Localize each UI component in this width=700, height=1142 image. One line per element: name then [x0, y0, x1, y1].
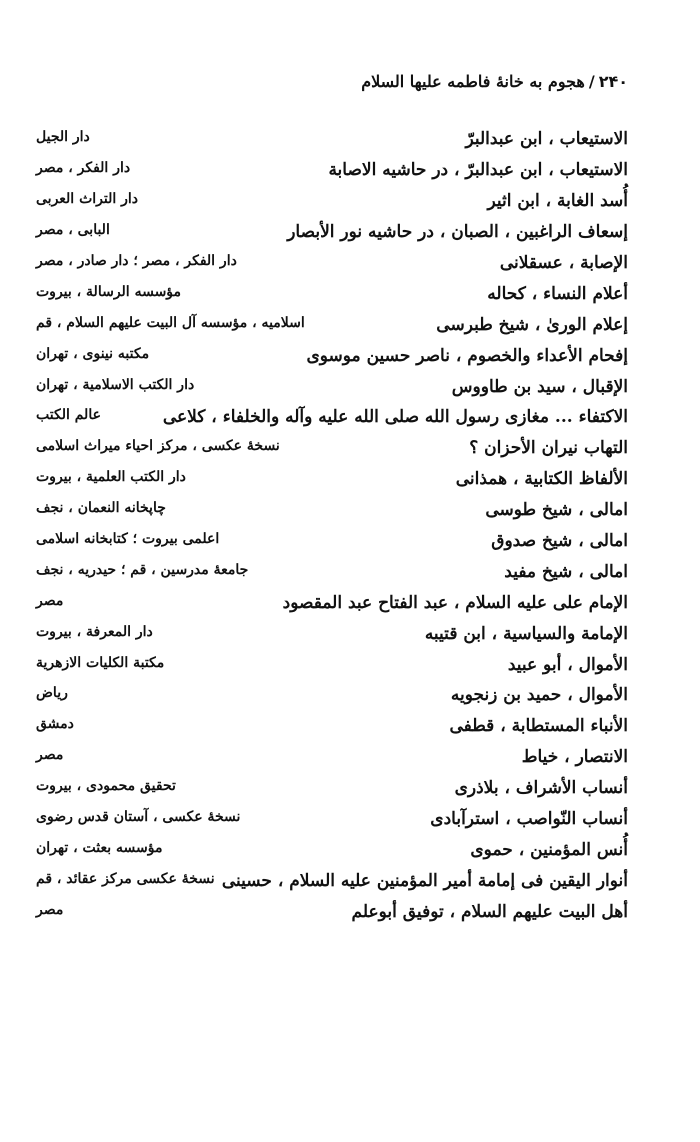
entry-publisher: رياض	[36, 685, 68, 702]
header-separator: /	[588, 72, 595, 91]
entry-publisher: نسخهٔ عكسى ، مركز احياء ميراث اسلامى	[36, 438, 280, 455]
entry-title: الاستيعاب ، ابن عبدالبرّ	[465, 129, 628, 150]
bibliography-entry	[36, 804, 628, 835]
entry-publisher: مكتبه نينوى ، تهران	[36, 345, 150, 362]
entry-publisher: دار التراث العربى	[36, 191, 139, 208]
entry-title: إسعاف الراغبين ، الصبان ، در حاشيه نور الأبصار	[287, 222, 628, 243]
entry-title: الانتصار ، خياط	[521, 747, 628, 768]
bibliography-entry	[36, 618, 628, 649]
entry-publisher: اعلمى بيروت ؛ كتابخانه اسلامى	[36, 531, 220, 548]
entry-publisher: اسلاميه ، مؤسسه آل البيت عليهم السلام ، قم	[36, 314, 305, 331]
entry-publisher: جامعهٔ مدرسين ، قم ؛ حيدريه ، نجف	[36, 561, 249, 578]
entry-title: الإقبال ، سيد بن طاووس	[451, 376, 628, 397]
bibliography-entry	[36, 464, 628, 495]
bibliography-entry	[36, 834, 628, 865]
bibliography-list	[36, 124, 628, 927]
bibliography-entry	[36, 278, 628, 309]
bibliography-entry	[36, 742, 628, 773]
entry-title: الإمامة والسياسية ، ابن قتيبه	[424, 623, 628, 644]
bibliography-entry	[36, 587, 628, 618]
entry-publisher: دمشق	[36, 716, 74, 733]
bibliography-entry	[36, 865, 628, 896]
bibliography-entry	[36, 309, 628, 340]
bibliography-entry	[36, 155, 628, 186]
bibliography-entry	[36, 340, 628, 371]
bibliography-entry	[36, 526, 628, 557]
entry-title: امالى ، شيخ مفيد	[504, 561, 628, 582]
entry-title: الاستيعاب ، ابن عبدالبرّ ، در حاشيه الاصابة	[328, 160, 628, 181]
entry-title: إفحام الأعداء والخصوم ، ناصر حسين موسوى	[306, 345, 628, 366]
entry-title: أهل البيت عليهم السلام ، توفيق أبوعلم	[351, 901, 628, 922]
entry-publisher: دار الفكر ، مصر ؛ دار صادر ، مصر	[36, 253, 237, 270]
entry-title: أُسد الغابة ، ابن اثير	[487, 191, 628, 212]
bibliography-entry	[36, 248, 628, 279]
entry-title: الإمام على عليه السلام ، عبد الفتاح عبد المقصود	[282, 592, 628, 613]
bibliography-entry	[36, 773, 628, 804]
entry-publisher: مصر	[36, 592, 64, 609]
entry-title: الألفاظ الكتابية ، همذانى	[455, 469, 628, 490]
entry-title: أُنس المؤمنين ، حموى	[470, 839, 628, 860]
entry-publisher: دار الجيل	[36, 129, 90, 146]
entry-publisher: مكتبة الكليات الازهرية	[36, 654, 165, 671]
bibliography-entry	[36, 896, 628, 927]
entry-publisher: مؤسسه الرسالة ، بيروت	[36, 283, 182, 300]
entry-publisher: دار المعرفة ، بيروت	[36, 623, 153, 640]
bibliography-entry	[36, 371, 628, 402]
entry-title: الاكتفاء ... مغازى رسول الله صلى الله عليه وآله والخلفاء ، كلاعى	[162, 407, 628, 428]
page-number: ٢۴٠	[598, 72, 628, 91]
bibliography-entry	[36, 186, 628, 217]
entry-title: الأموال ، حميد بن زنجويه	[450, 685, 628, 706]
entry-publisher: دار الكتب العلمية ، بيروت	[36, 469, 186, 486]
entry-title: الأموال ، أبو عبيد	[507, 654, 628, 675]
bibliography-entry	[36, 217, 628, 248]
entry-title: أعلام النساء ، كحاله	[487, 283, 628, 304]
entry-publisher: چاپخانه النعمان ، نجف	[36, 500, 166, 517]
bibliography-entry	[36, 711, 628, 742]
entry-title: أنوار اليقين فى إمامة أمير المؤمنين عليه السلام ، حسينى	[221, 870, 628, 891]
entry-title: أنساب النّواصب ، استرآبادى	[430, 809, 628, 830]
entry-publisher: مؤسسه بعثت ، تهران	[36, 840, 163, 857]
entry-title: التهاب نيران الأحزان ؟	[469, 438, 628, 459]
entry-publisher: مصر	[36, 901, 64, 918]
entry-publisher: مصر	[36, 747, 64, 764]
bibliography-entry	[36, 556, 628, 587]
bibliography-entry	[36, 124, 628, 155]
entry-title: الإصابة ، عسقلانى	[499, 253, 628, 273]
bibliography-entry	[36, 433, 628, 464]
entry-publisher: نسخهٔ عكسى ، آستان قدس رضوى	[36, 809, 241, 826]
entry-publisher: البابى ، مصر	[36, 222, 110, 239]
bibliography-entry	[36, 402, 628, 433]
entry-publisher: نسخهٔ عكسى مركز عقائد ، قم	[36, 870, 215, 887]
bibliography-entry	[36, 680, 628, 711]
running-header	[72, 72, 628, 104]
entry-publisher: تحقيق محمودى ، بيروت	[36, 778, 176, 795]
entry-publisher: دار الكتب الاسلامية ، تهران	[36, 376, 195, 393]
entry-publisher: دار الفكر ، مصر	[36, 160, 131, 177]
bibliography-entry	[36, 495, 628, 526]
entry-title: أنساب الأشراف ، بلاذرى	[454, 778, 628, 799]
entry-title: امالى ، شيخ طوسى	[485, 500, 628, 521]
bibliography-entry	[36, 649, 628, 680]
book-title: هجوم به خانهٔ فاطمه عليها السلام	[361, 72, 585, 91]
entry-title: الأنباء المستطابة ، قطفى	[449, 716, 628, 737]
entry-publisher: عالم الكتب	[36, 407, 101, 424]
entry-title: امالى ، شيخ صدوق	[491, 531, 628, 552]
entry-title: إعلام الورىٰ ، شيخ طبرسى	[436, 314, 628, 335]
